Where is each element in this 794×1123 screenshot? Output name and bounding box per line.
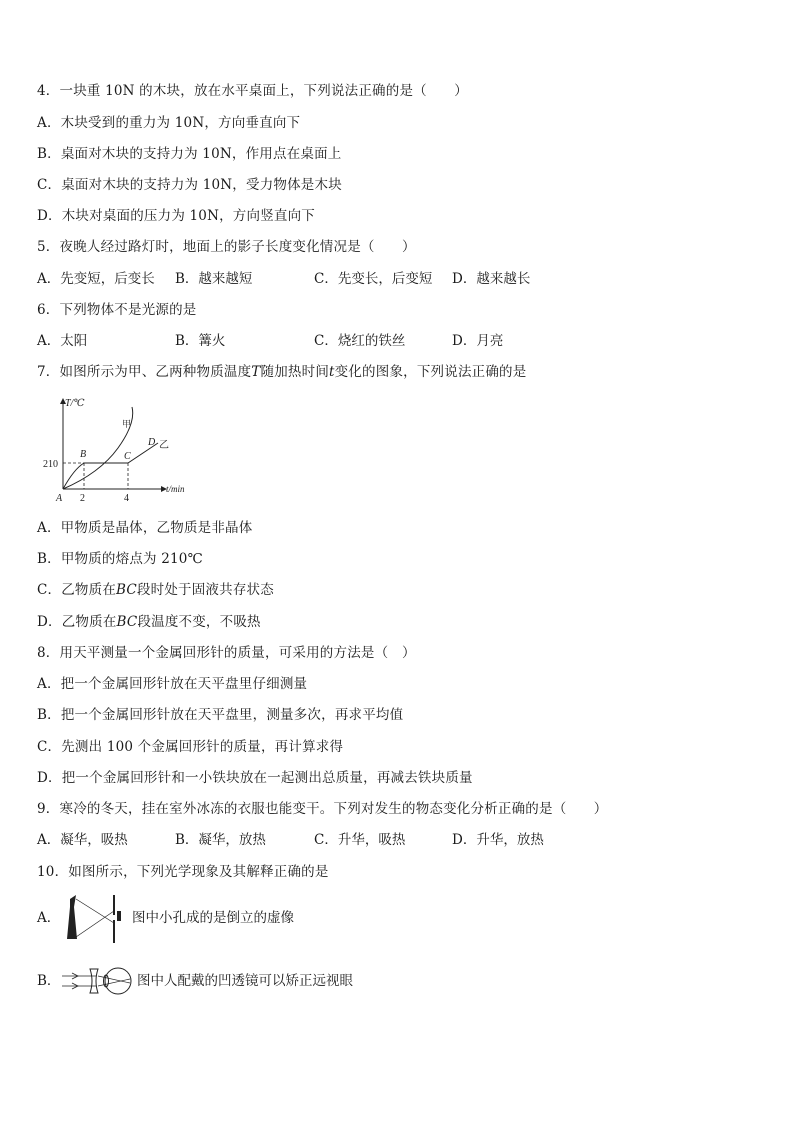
q10-stem: 10．如图所示，下列光学现象及其解释正确的是 bbox=[37, 864, 329, 880]
q7-option-d-pre: D．乙物质在 bbox=[37, 614, 117, 630]
candle-shape bbox=[67, 895, 77, 939]
q7-option-c-pre: C．乙物质在 bbox=[37, 582, 117, 598]
q5-option-d: D．越来越长 bbox=[452, 271, 531, 287]
q8-option-a: A．把一个金属回形针放在天平盘里仔细测量 bbox=[37, 676, 308, 692]
q6-option-d: D．月亮 bbox=[452, 333, 504, 349]
q6-option-b: B．篝火 bbox=[175, 333, 226, 349]
q7-option-d bbox=[37, 613, 261, 631]
q4-option-d: D．木块对桌面的压力为 10N，方向竖直向下 bbox=[37, 208, 316, 224]
graph-label-yi: 乙 bbox=[159, 440, 169, 451]
q9-option-d: D．升华，放热 bbox=[452, 832, 544, 848]
q7-stem-mid: 随加热时间 bbox=[260, 364, 330, 380]
q9-option-a: A．凝华，吸热 bbox=[37, 832, 128, 848]
graph-label-jia: 甲 bbox=[122, 419, 132, 429]
q5-option-b: B．越来越短 bbox=[175, 271, 253, 287]
q7-option-b: B．甲物质的熔点为 210℃ bbox=[37, 551, 203, 567]
graph-x-tick-2: 2 bbox=[80, 493, 85, 504]
q7-option-c-var: BC bbox=[116, 582, 137, 598]
graph-y-label: T/℃ bbox=[65, 398, 85, 409]
q7-option-c bbox=[37, 581, 274, 599]
q10-eye-lens-figure bbox=[60, 966, 136, 996]
q8-option-d: D．把一个金属回形针和一小铁块放在一起测出总质量，再减去铁块质量 bbox=[37, 770, 473, 786]
q10-option-b-text: 图中人配戴的凹透镜可以矫正远视眼 bbox=[137, 973, 353, 989]
q10-option-a-label: A． bbox=[37, 910, 61, 926]
q9-option-c: C．升华，吸热 bbox=[314, 832, 406, 848]
q8-stem: 8．用天平测量一个金属回形针的质量，可采用的方法是（ ） bbox=[37, 645, 416, 661]
q4-stem: 4．一块重 10N 的木块，放在水平桌面上，下列说法正确的是（ ） bbox=[37, 83, 468, 99]
q8-option-b: B．把一个金属回形针放在天平盘里，测量多次，再求平均值 bbox=[37, 707, 404, 723]
graph-point-a: A bbox=[56, 493, 63, 504]
q8-option-c: C．先测出 100 个金属回形针的质量，再计算求得 bbox=[37, 739, 344, 755]
q9-stem: 9．寒冷的冬天，挂在室外冰冻的衣服也能变干。下列对发生的物态变化分析正确的是（ ） bbox=[37, 801, 608, 817]
q7-option-a: A．甲物质是晶体，乙物质是非晶体 bbox=[37, 520, 253, 536]
graph-y-tick-210: 210 bbox=[43, 459, 58, 470]
q5-stem: 5．夜晚人经过路灯时，地面上的影子长度变化情况是（ ） bbox=[37, 239, 416, 255]
q7-var-temperature: T bbox=[251, 364, 261, 380]
q10-option-a-text: 图中小孔成的是倒立的虚像 bbox=[132, 910, 294, 926]
q10-pinhole-figure bbox=[62, 893, 124, 945]
concave-lens bbox=[90, 969, 98, 993]
q4-option-b: B．桌面对木块的支持力为 10N，作用点在桌面上 bbox=[37, 146, 342, 162]
q7-option-c-post: 段时处于固液共存状态 bbox=[136, 582, 274, 598]
q7-stem-post: 变化的图象，下列说法正确的是 bbox=[334, 364, 527, 380]
q6-option-c: C．烧红的铁丝 bbox=[314, 333, 406, 349]
q7-option-d-var: BC bbox=[116, 614, 138, 630]
q7-stem-pre: 7．如图所示为甲、乙两种物质温度 bbox=[37, 364, 252, 380]
graph-point-d: D bbox=[148, 437, 156, 448]
q7-temperature-graph bbox=[40, 393, 200, 508]
q10-option-b-label: B． bbox=[37, 973, 61, 989]
q6-stem: 6．下列物体不是光源的是 bbox=[37, 302, 197, 318]
graph-point-b: B bbox=[80, 449, 87, 460]
q4-option-a: A．木块受到的重力为 10N，方向垂直向下 bbox=[37, 115, 301, 131]
q5-option-c: C．先变长，后变短 bbox=[314, 271, 433, 287]
q6-option-a: A．太阳 bbox=[37, 333, 88, 349]
graph-x-tick-4: 4 bbox=[124, 493, 129, 504]
q4-option-c: C．桌面对木块的支持力为 10N，受力物体是木块 bbox=[37, 177, 342, 193]
q7-option-d-post: 段温度不变，不吸热 bbox=[137, 614, 261, 630]
q7-var-time: t bbox=[329, 364, 335, 380]
q9-option-b: B．凝华，放热 bbox=[175, 832, 266, 848]
q5-option-a: A．先变短，后变长 bbox=[37, 271, 155, 287]
graph-point-c: C bbox=[124, 451, 131, 462]
graph-x-label: t/min bbox=[166, 484, 185, 494]
q7-stem bbox=[37, 363, 526, 381]
